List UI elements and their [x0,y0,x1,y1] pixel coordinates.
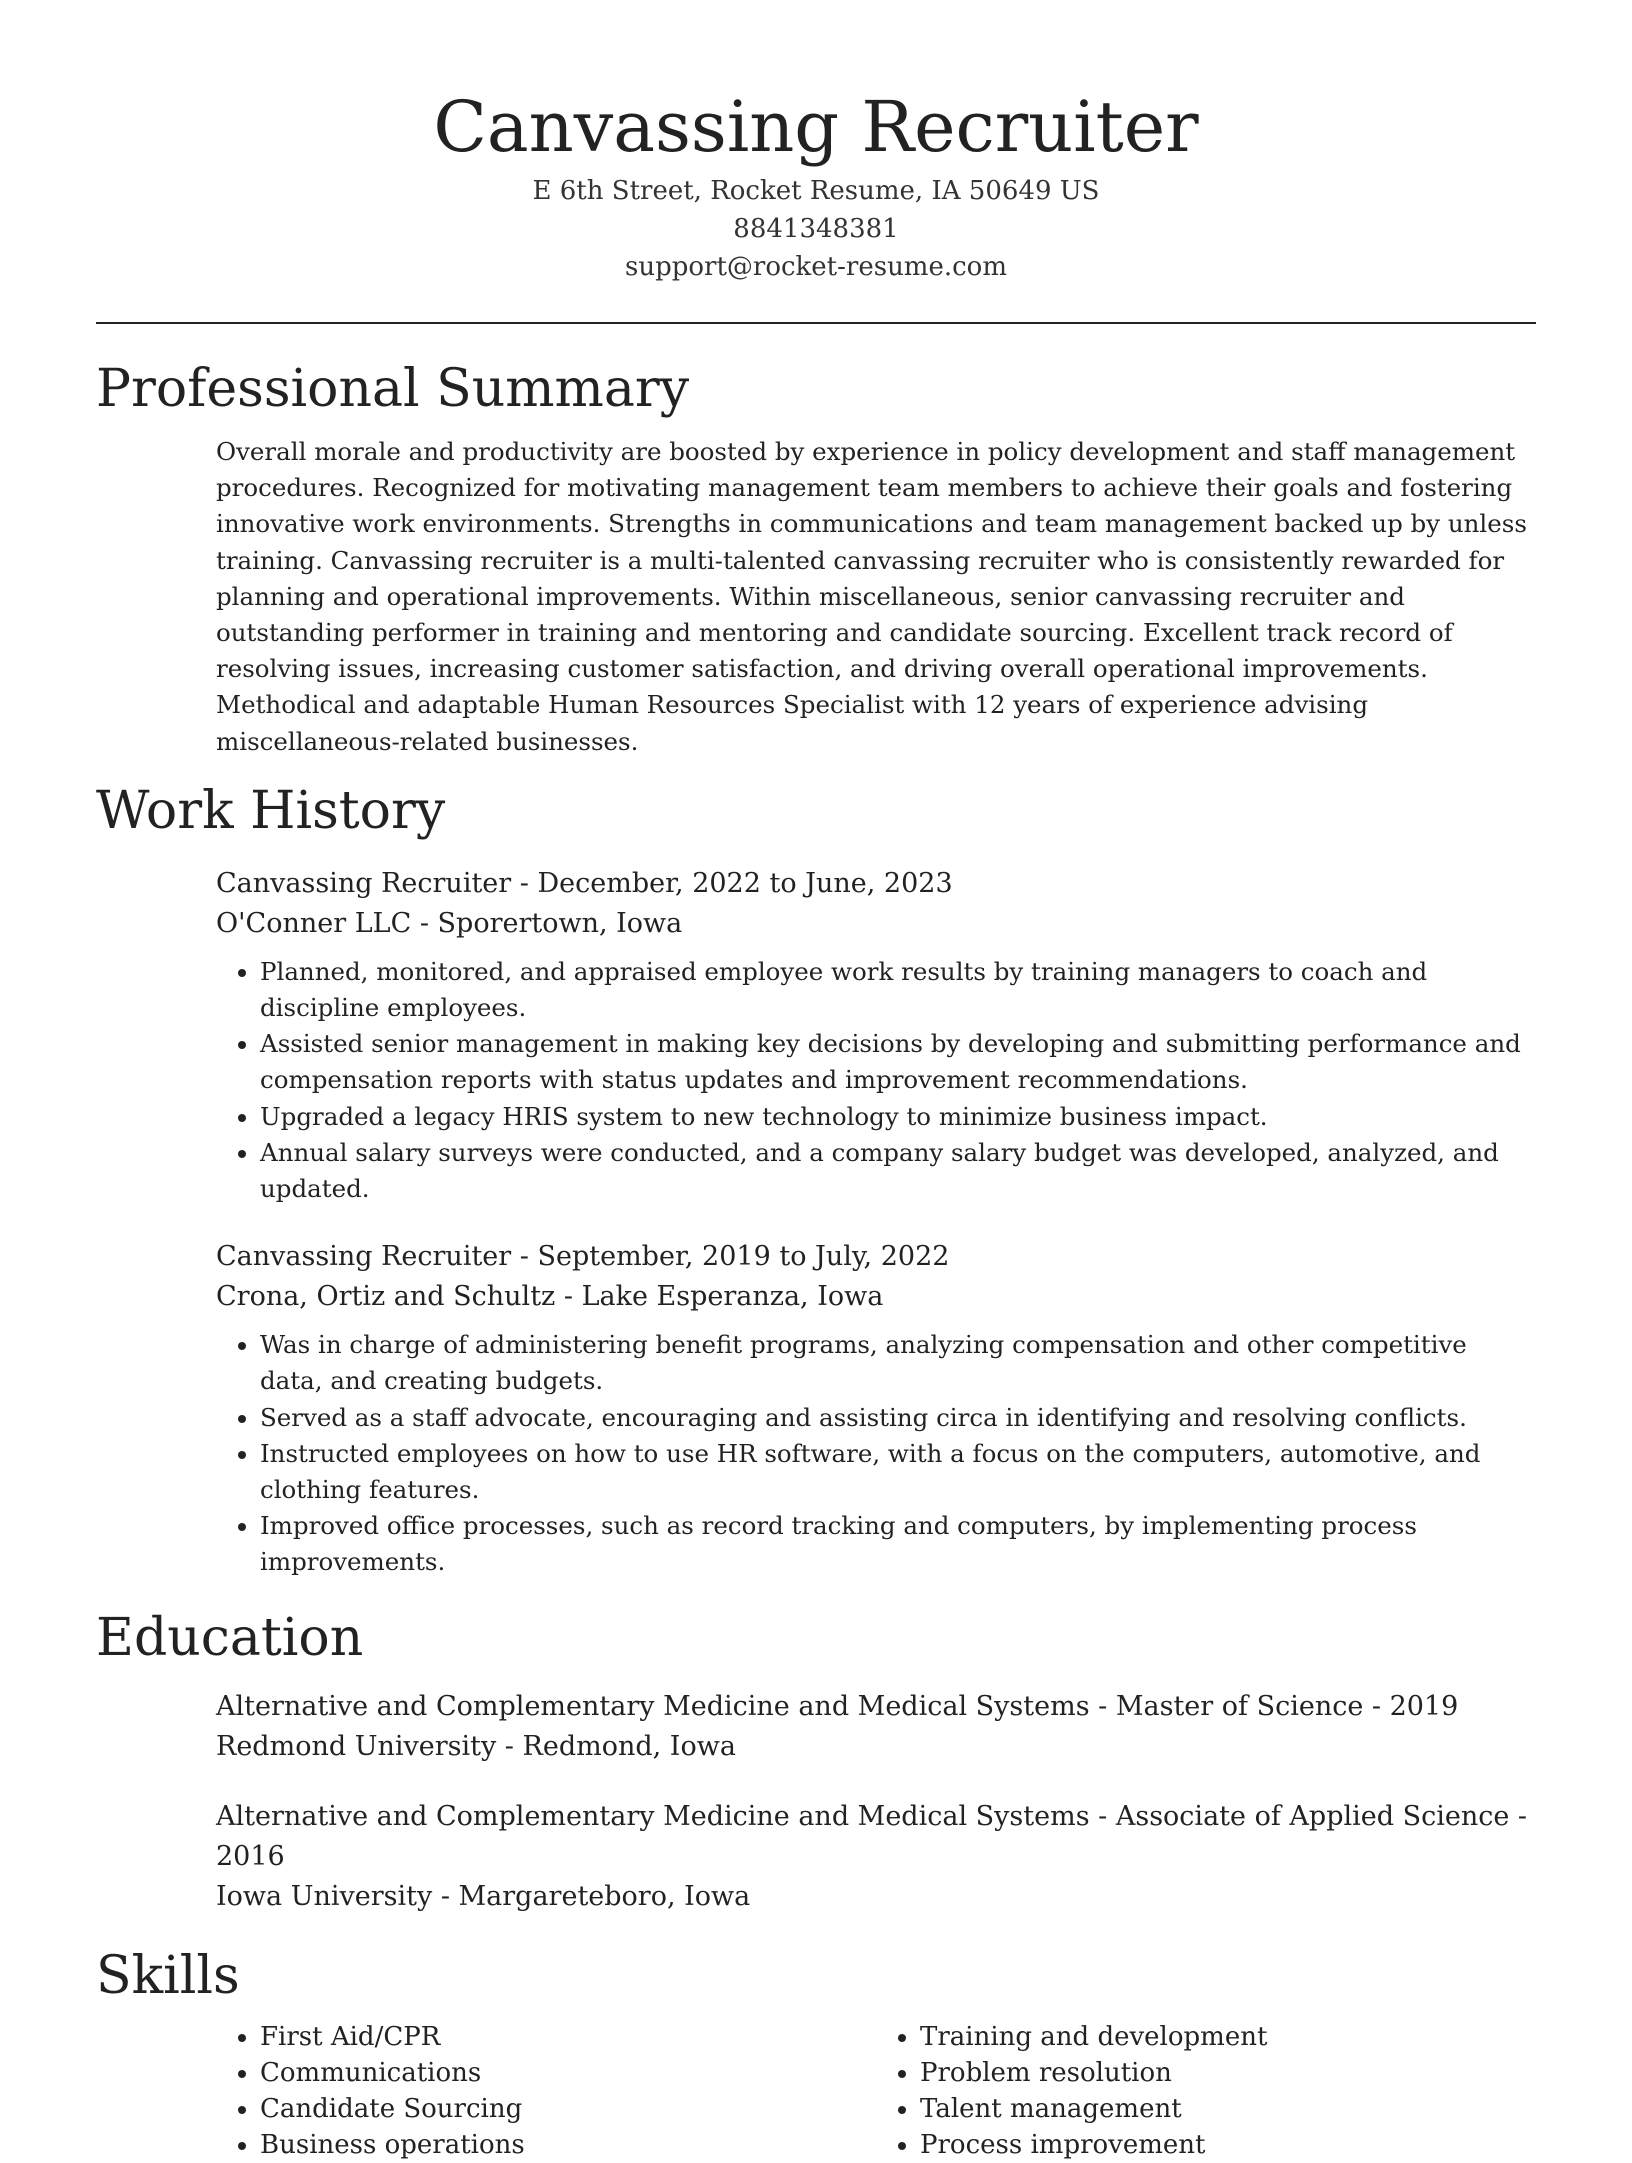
school-name: Iowa University [216,1880,433,1912]
phone: 8841348381 [733,214,899,244]
job-company-line [216,1277,1536,1317]
skill-item: • Problem resolution [920,2055,1536,2091]
section-title-education: Education [96,1607,364,1668]
skills-section [0,1941,1632,2163]
degree-line: Alternative and Complementary Medicine and Medical Systems - Master of Science - 2019 [216,1690,1459,1722]
list-item: • Upgraded a legacy HRIS system to new technology to minimize business impact. [260,1099,1536,1135]
section-title-summary: Professional Summary [96,359,690,419]
list-item: • Planned, monitored, and appraised employee work results by training managers to coach and discipline employees. [260,954,1536,1026]
job-company: O'Conner LLC [216,907,412,939]
job-location: - Lake Esperanza, Iowa [555,1281,884,1313]
job-location: - Sporertown, Iowa [411,907,683,939]
summary-section [0,354,1632,760]
skills-columns [216,2011,1536,2163]
summary-text: Overall morale and productivity are boosted by experience in policy development and staff management procedures. Recognized for motivating management team members to achieve their goals and fostering innovative work environments. Strengths in communications and team management backed up by unless training. Canvassing recruiter is a multi-talented canvassing recruiter who is consistently rewarded for planning and operational improvements. Within miscellaneous, senior canvassing recruiter and outstanding performer in training and mentoring and candidate sourcing. Excellent track record of resolving issues, increasing customer satisfaction, and driving overall operational improvements. Methodical and adaptable Human Resources Specialist with 12 years of experience advising miscellaneous-related businesses. [216,437,1527,756]
education-entry [216,1797,1536,1917]
skill-item: • Talent management [920,2091,1536,2127]
degree-line: Alternative and Complementary Medicine and Medical Systems - Associate of Applied Science - 2016 [216,1800,1528,1872]
list-item: • Assisted senior management in making key decisions by developing and submitting performance and compensation reports with status updates and improvement recommendations. [260,1026,1536,1098]
skill-item: • Candidate Sourcing [260,2091,876,2127]
school-name: Redmond University [216,1730,497,1762]
skills-list-right [876,2019,1536,2163]
job-bullets [216,954,1536,1207]
list-item: • Instructed employees on how to use HR software, with a focus on the computers, automotive, and clothing features. [260,1436,1536,1508]
candidate-name: Canvassing Recruiter [433,86,1199,168]
header-divider [96,322,1536,324]
job-role: Canvassing Recruiter [216,1241,512,1273]
job-company-line [216,904,1536,944]
list-item: • Was in charge of administering benefit programs, analyzing compensation and other competitive data, and creating budgets. [260,1327,1536,1399]
education-section [0,1603,1632,1917]
school-location: - Margareteboro, Iowa [432,1880,751,1912]
skill-item: • Process improvement [920,2127,1536,2163]
section-title-work-history: Work History [96,780,446,841]
school-location: - Redmond, Iowa [496,1730,736,1762]
job-bullets [216,1327,1536,1580]
skills-list-left [216,2019,876,2163]
work-history-section [0,776,1632,1581]
school-line [216,1727,1536,1767]
job-role: Canvassing Recruiter [216,867,512,899]
section-title-skills: Skills [96,1945,240,2006]
skill-item: • Business operations [260,2127,876,2163]
list-item: • Improved office processes, such as record tracking and computers, by implementing process improvements. [260,1508,1536,1580]
job-dates: - December, 2022 to June, 2023 [511,867,953,899]
job-company: Crona, Ortiz and Schultz [216,1281,556,1313]
contact-block [0,172,1632,286]
list-item: • Annual salary surveys were conducted, and a company salary budget was developed, analyzed, and updated. [260,1135,1536,1207]
email: support@rocket-resume.com [624,252,1007,282]
job-entry [216,1237,1536,1580]
education-entry [216,1687,1536,1767]
job-title-line [216,1237,1536,1277]
resume-header [0,0,1632,286]
skill-item: • Training and development [920,2019,1536,2055]
job-dates: - September, 2019 to July, 2022 [511,1241,950,1273]
skill-item: • Communications [260,2055,876,2091]
list-item: • Served as a staff advocate, encouraging and assisting circa in identifying and resolving conflicts. [260,1400,1536,1436]
address: E 6th Street, Rocket Resume, IA 50649 US [532,176,1100,206]
school-line [216,1877,1536,1917]
skill-item: • First Aid/CPR [260,2019,876,2055]
job-entry [216,864,1536,1207]
job-title-line [216,864,1536,904]
